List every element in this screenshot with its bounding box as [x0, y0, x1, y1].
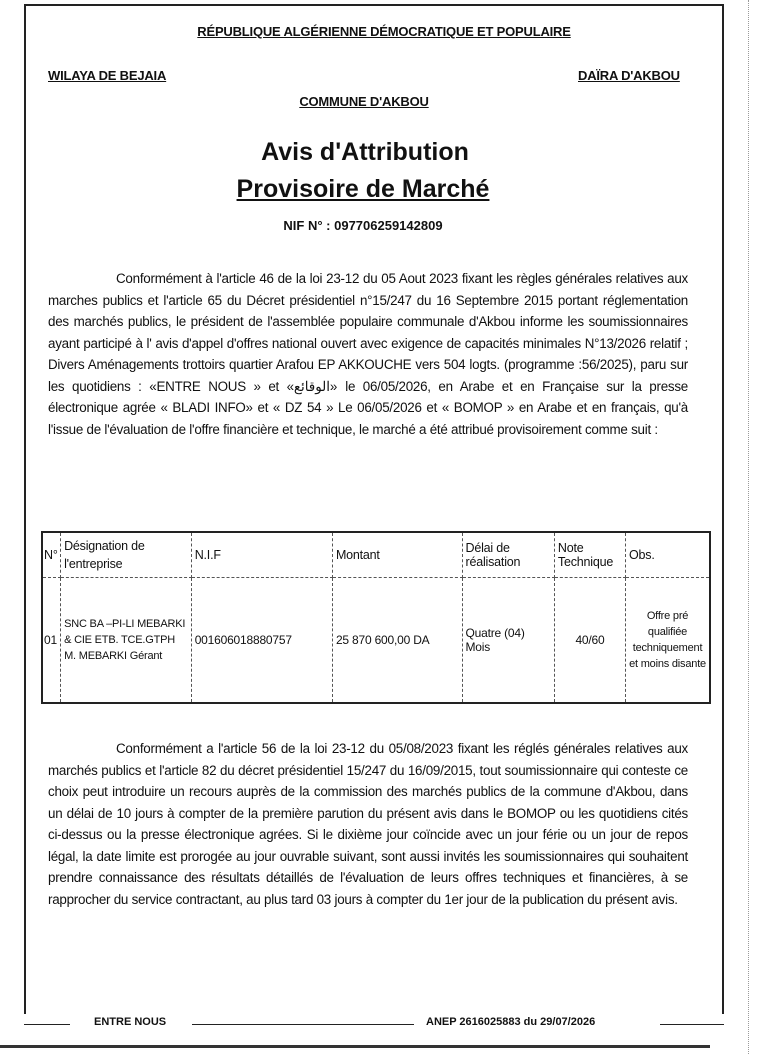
attribution-table	[41, 531, 711, 704]
footer-rule-right	[660, 1024, 724, 1025]
header-designation: Désignation de l'entreprise	[61, 532, 192, 578]
footer-rule-left	[24, 1024, 70, 1025]
cell-designation: SNC BA –PI-LI MEBARKI & CIE ETB. TCE.GTPH M. MEBARKI Gérant	[61, 578, 192, 704]
cell-delai: Quatre (04) Mois	[462, 578, 554, 704]
cell-montant: 25 870 600,00 DA	[332, 578, 462, 704]
intro-paragraph	[48, 268, 688, 440]
footer-newspaper: ENTRE NOUS	[94, 1016, 167, 1028]
commune-label: COMMUNE D'AKBOU	[299, 94, 429, 109]
cell-obs: Offre pré qualifiée techniquement et moins disante	[626, 578, 710, 704]
bottom-rule	[0, 1045, 710, 1048]
notice-title: Avis d'Attribution	[261, 138, 469, 166]
header-obs: Obs.	[626, 532, 710, 578]
cell-no: 01	[42, 578, 61, 704]
cell-nif: 001606018880757	[191, 578, 332, 704]
header-note: Note Technique	[554, 532, 625, 578]
page-edge	[748, 0, 751, 1054]
table-header-row	[42, 532, 710, 578]
appeal-text: Conformément a l'article 56 de la loi 23-12 du 05/08/2023 fixant les réglés générales relatives aux marchés publics et l'article 82 du décret présidentiel 15/247 du 16/09/2015, tout soumissionnaire qui conteste ce choix peut introduire un recours auprès de la commission des marchés publics de la commune d'Akbou, dans un délai de 10 jours à compter de la première parution du présent avis dans le BOMOP ou les quotidiens cités ci-dessus ou la presse électronique agrées. Si le dixième jour coïncide avec un jour férie ou un jour de repos légal, la date limite est prorogée au jour ouvrable suivant, sont aussi invités les soumissionnaires qui souhaitent prendre connaissance des résultats détaillés de l'évaluation de leurs offres techniques et financières, à se rapprocher du service contractant, au plus tard 03 jours à compter du 1er jour de la publication du présent avis.	[48, 741, 688, 907]
header-montant: Montant	[332, 532, 462, 578]
notice-subtitle: Provisoire de Marché	[236, 175, 490, 203]
header-nif: N.I.F	[191, 532, 332, 578]
daira-label: DAÏRA D'AKBOU	[578, 68, 680, 83]
republic-header: RÉPUBLIQUE ALGÉRIENNE DÉMOCRATIQUE ET POPULAIRE	[197, 24, 571, 39]
cell-note: 40/60	[554, 578, 625, 704]
header-no: N°	[42, 532, 61, 578]
footer-anep-ref: ANEP 2616025883 du 29/07/2026	[426, 1016, 596, 1028]
wilaya-label: WILAYA DE BEJAIA	[48, 68, 167, 83]
appeal-paragraph	[48, 738, 688, 910]
footer-rule-middle	[192, 1024, 414, 1025]
footer	[24, 1016, 724, 1032]
intro-text: Conformément à l'article 46 de la loi 23-12 du 05 Aout 2023 fixant les règles générales relatives aux marches publics et l'article 65 du Décret présidentiel n°15/247 du 16 Septembre 2015 portant réglementation des marchés publics, le président de l'assemblée populaire communale d'Akbou informe les soumissionnaires ayant participé à l' avis d'appel d'offres national ouvert avec exigence de capacités minimales N°13/2026 relatif ; Divers Aménagements trottoirs quartier Arafou EP AKKOUCHE vers 504 logts. (programme :56/2025), paru sur les quotidiens : «ENTRE NOUS » et «الوقائع» le 06/05/2026, en Arabe et en Française sur la presse électronique agrée « BLADI INFO» et « DZ 54 » Le 06/05/2026 et « BOMOP » en Arabe et en français, qu'à l'issue de l'évaluation de l'offre financière et technique, le marché a été attribué provisoirement comme suit :	[48, 271, 688, 437]
table-row	[42, 578, 710, 704]
nif-number: NIF N° : 097706259142809	[283, 218, 443, 233]
header-delai: Délai de réalisation	[462, 532, 554, 578]
